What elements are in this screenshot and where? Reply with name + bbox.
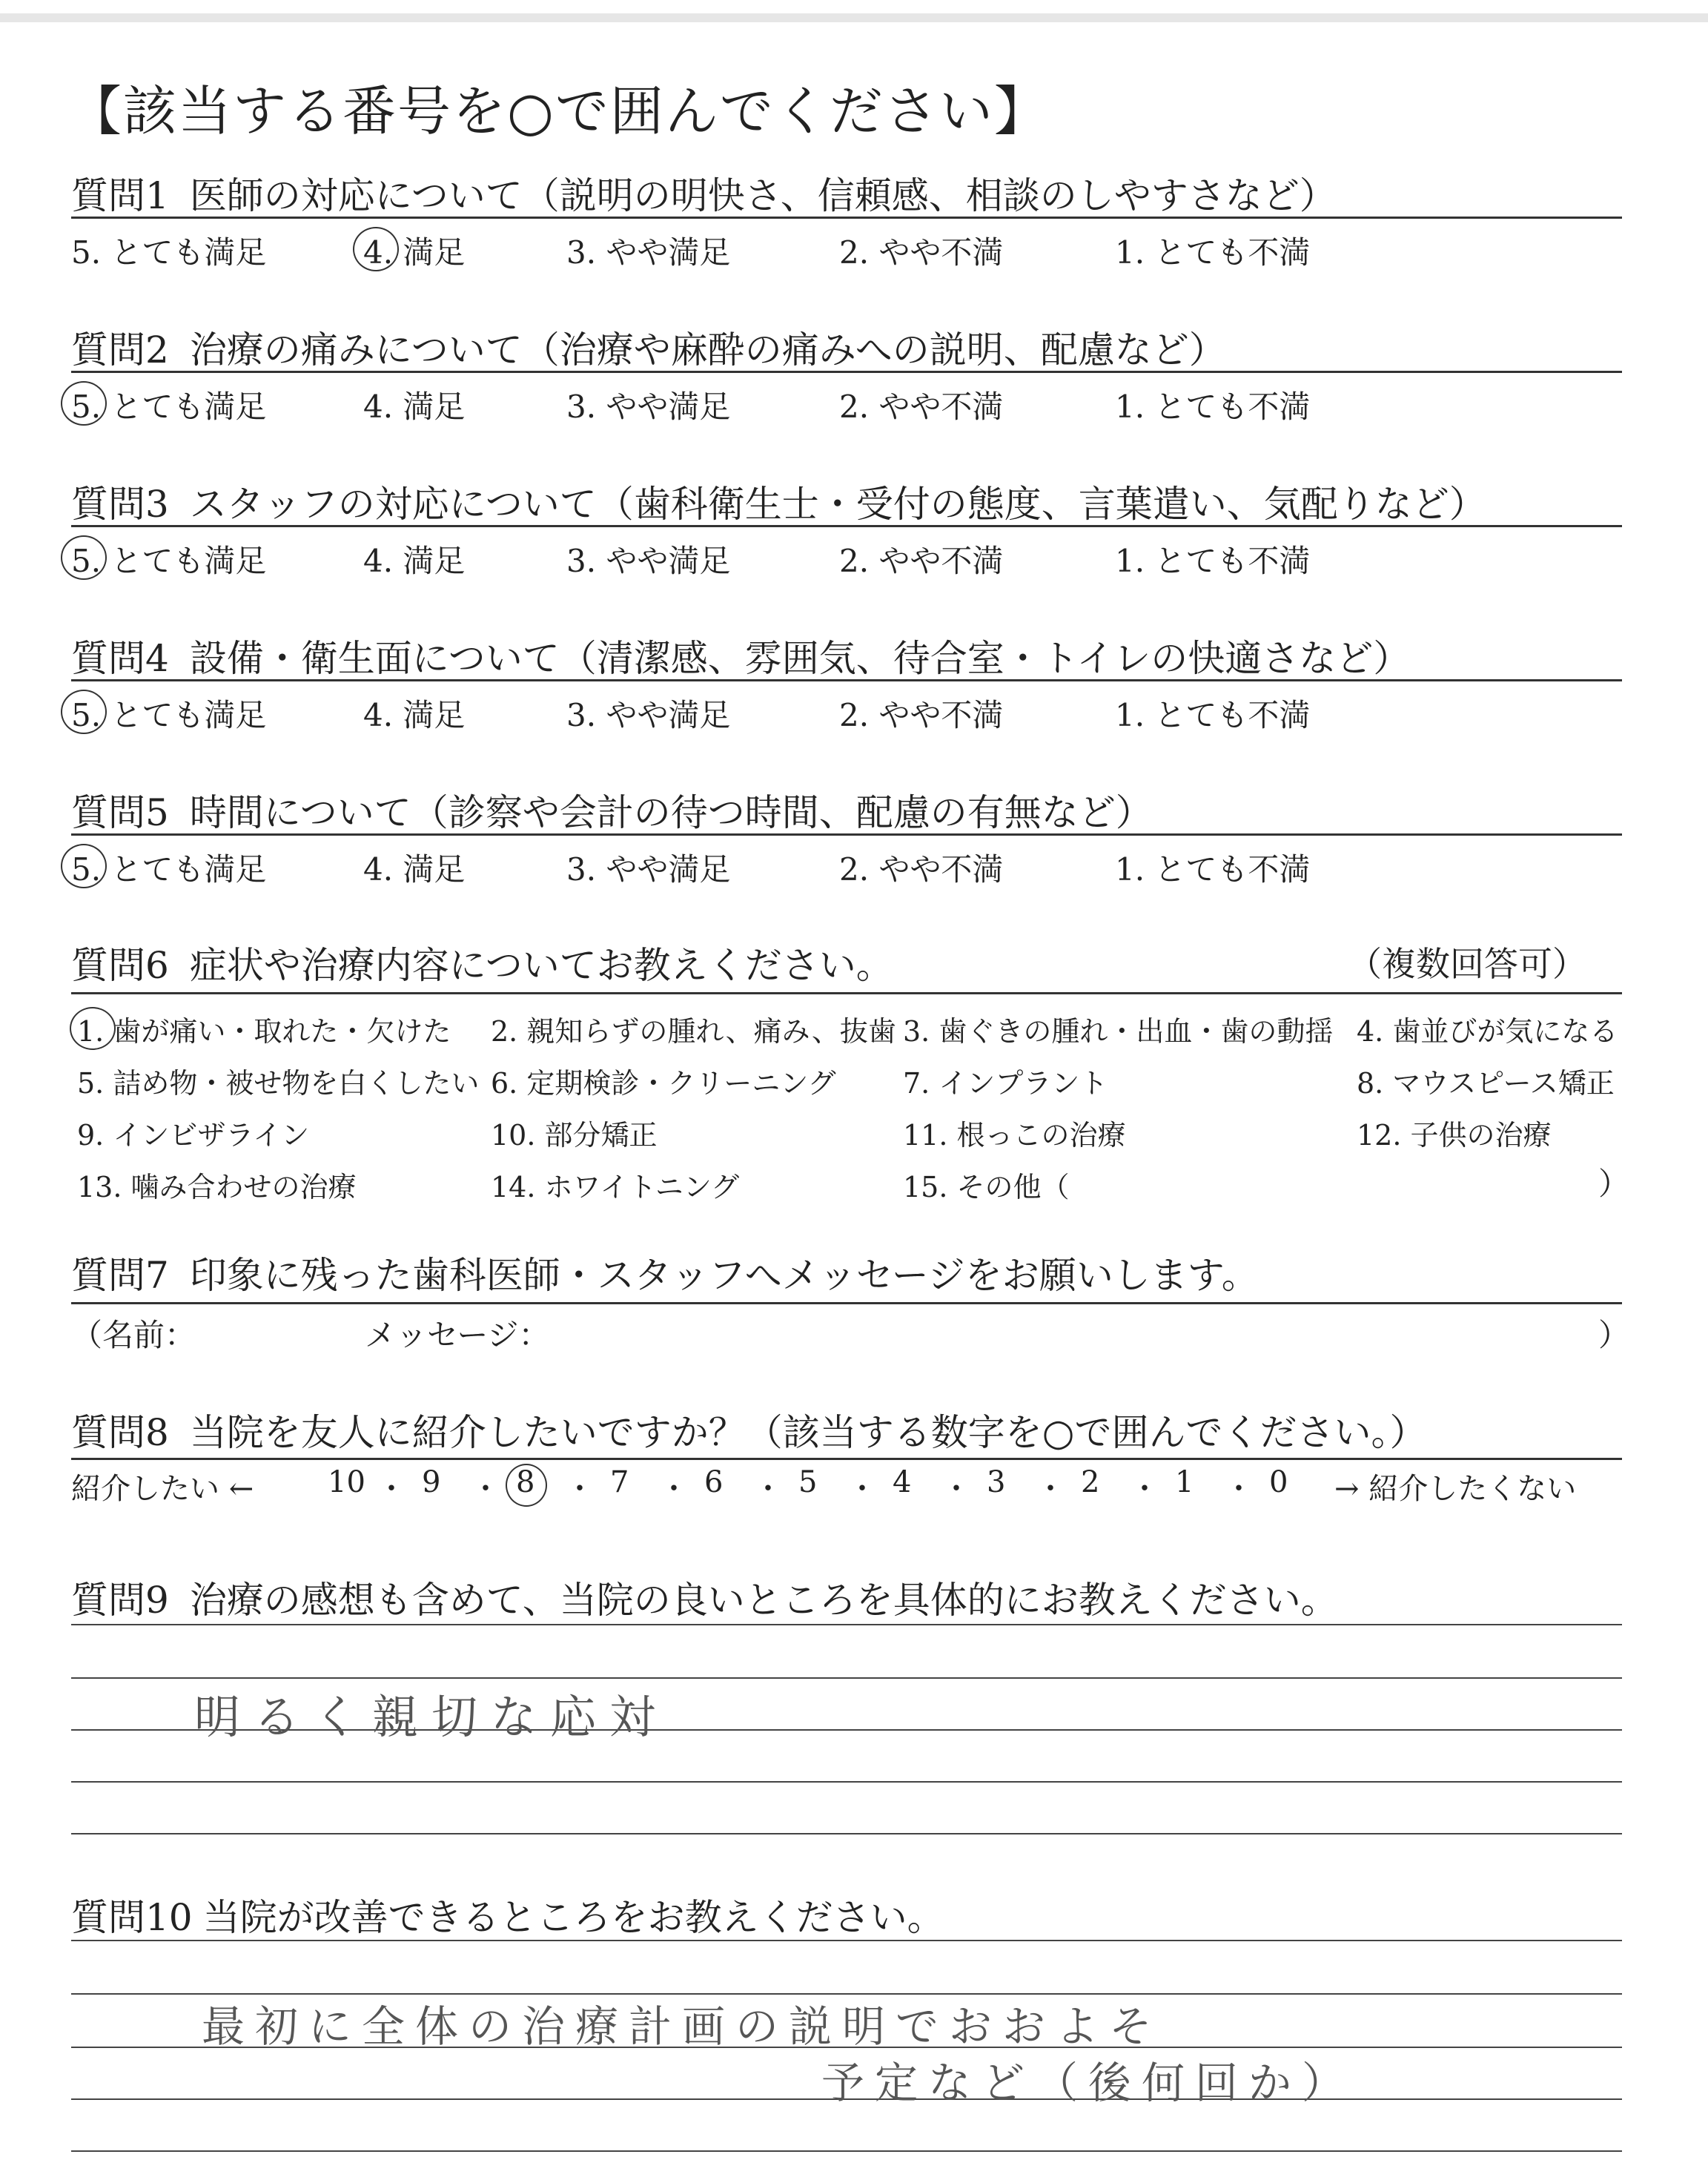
q7-number: 質問7 [71,1254,169,1297]
q1-rule [71,217,1622,219]
q8-scale-value[interactable]: 9 [422,1465,441,1499]
q5-rule [71,833,1622,836]
q8-scale-separator: ・ [941,1472,971,1506]
q2-selection-circle [61,381,107,426]
q1-option[interactable]: 1. とても不満 [1115,234,1311,271]
q8-selection-circle [506,1464,547,1507]
q1-option[interactable]: 5. とても満足 [71,234,267,271]
q1-text: 医師の対応について（説明の明快さ、信頼感、相談のしやすさなど） [189,174,1337,217]
q4-text: 設備・衛生面について（清潔感、雰囲気、待合室・トイレの快適さなど） [189,637,1411,680]
q7-name-label: （名前： [71,1317,196,1353]
q3-heading [71,475,1486,528]
q6-number: 質問6 [71,944,169,987]
q8-scale-separator: ・ [377,1472,406,1506]
q6-rule [71,992,1622,994]
q9-heading [71,1571,1338,1624]
q4-option[interactable]: 3. やや満足 [566,697,731,733]
q6-option[interactable]: 14. ホワイトニング [491,1171,740,1203]
q2-option[interactable]: 3. やや満足 [566,389,731,425]
q5-option[interactable]: 3. やや満足 [566,851,731,888]
q8-heading [71,1403,1426,1456]
q8-scale-value[interactable]: 7 [610,1465,629,1499]
q6-option[interactable]: 13. 噛み合わせの治療 [77,1171,357,1203]
q9-number: 質問9 [71,1579,169,1622]
q5-option[interactable]: 5. とても満足 [71,851,267,888]
q2-option[interactable]: 1. とても不満 [1115,389,1311,425]
q1-selection-circle [353,227,399,271]
q6-option[interactable]: 9. インビザライン [77,1119,310,1152]
q7-heading [71,1246,1259,1299]
q6-text: 症状や治療内容についてお教えください。 [189,944,893,987]
q8-scale-value[interactable]: 10 [328,1465,365,1499]
q3-option[interactable]: 4. 満足 [363,543,466,579]
q5-option[interactable]: 1. とても不満 [1115,851,1311,888]
q6-option[interactable]: 2. 親知らずの腫れ、痛み、抜歯 [491,1015,896,1048]
q6-option[interactable]: 4. 歯並びが気になる [1357,1015,1618,1048]
q3-text: スタッフの対応について（歯科衛生士・受付の態度、言葉遣い、気配りなど） [189,483,1486,526]
q8-scale-value[interactable]: 3 [987,1465,1006,1499]
q8-scale-value[interactable]: 8 [516,1465,535,1499]
q1-number: 質問1 [71,174,169,217]
q1-option[interactable]: 2. やや不満 [839,234,1004,271]
q4-heading [71,629,1410,682]
q5-option[interactable]: 2. やや不満 [839,851,1004,888]
q8-scale-separator: ・ [1036,1472,1065,1506]
q4-rule [71,679,1622,681]
q8-rule [71,1458,1622,1460]
q3-selection-circle [61,535,107,580]
q1-option[interactable]: 4. 満足 [363,234,466,271]
q7-text: 印象に残った歯科医師・スタッフへメッセージをお願いします。 [189,1254,1259,1297]
q6-option[interactable]: 15. その他（ [903,1171,1070,1203]
q10-number: 質問10 [71,1896,193,1939]
q1-option[interactable]: 3. やや満足 [566,234,731,271]
q10-handwritten-line1: 最初に全体の治療計画の説明でおおよそ [202,2001,1163,2052]
q6-note: （複数回答可） [1348,944,1586,984]
q10-heading [71,1888,944,1941]
q3-option[interactable]: 3. やや満足 [566,543,731,579]
q3-rule [71,525,1622,527]
q9-line [71,1677,1622,1679]
q1-heading [71,166,1337,219]
q10-handwritten-line2: 予定など（後何回か） [821,2058,1356,2108]
q8-scale-value[interactable]: 2 [1081,1465,1100,1499]
q6-option[interactable]: 1. 歯が痛い・取れた・欠けた [77,1015,451,1048]
q10-line [71,2150,1622,2152]
q7-rule [71,1302,1622,1304]
q6-option[interactable]: 12. 子供の治療 [1357,1119,1552,1152]
q5-number: 質問5 [71,791,169,834]
q2-number: 質問2 [71,328,169,371]
q6-option[interactable]: 3. 歯ぐきの腫れ・出血・歯の動揺 [903,1015,1334,1048]
q6-option[interactable]: 7. インプラント [903,1067,1108,1100]
q3-number: 質問3 [71,483,169,526]
scan-top-edge [0,13,1708,22]
q8-scale-value[interactable]: 0 [1269,1465,1288,1499]
q5-option[interactable]: 4. 満足 [363,851,466,888]
page-title: 【該当する番号を○で囲んでください】 [68,80,1049,142]
q8-scale-separator: ・ [847,1472,877,1506]
q3-option[interactable]: 1. とても不満 [1115,543,1311,579]
q9-line [71,1624,1622,1625]
q3-option[interactable]: 5. とても満足 [71,543,267,579]
q8-scale-separator: ・ [1130,1472,1159,1506]
q6-selection-circle [70,1007,116,1050]
q8-scale-value[interactable]: 4 [893,1465,912,1499]
q4-option[interactable]: 4. 満足 [363,697,466,733]
q8-scale-separator: ・ [753,1472,783,1506]
q2-rule [71,371,1622,373]
q9-line [71,1833,1622,1834]
q2-heading [71,320,1226,374]
q2-text: 治療の痛みについて（治療や麻酔の痛みへの説明、配慮など） [189,328,1226,371]
q4-number: 質問4 [71,637,169,680]
q9-text: 治療の感想も含めて、当院の良いところを具体的にお教えください。 [189,1579,1338,1622]
q6-option[interactable]: 10. 部分矯正 [491,1119,658,1152]
q8-scale-value[interactable]: 1 [1175,1465,1194,1499]
q2-option[interactable]: 2. やや不満 [839,389,1004,425]
q7-message-label: メッセージ： [365,1317,550,1353]
q8-scale-value[interactable]: 5 [798,1465,818,1499]
q6-option[interactable]: 11. 根っこの治療 [903,1119,1126,1152]
q7-close: ） [1598,1317,1630,1353]
q5-heading [71,783,1153,836]
q8-left-label: 紹介したい ← [71,1472,254,1506]
q4-option[interactable]: 2. やや不満 [839,697,1004,733]
q2-option[interactable]: 4. 満足 [363,389,466,425]
q6-option[interactable]: 8. マウスピース矯正 [1357,1067,1615,1100]
q8-text: 当院を友人に紹介したいですか？（該当する数字を○で囲んでください。） [189,1411,1427,1454]
q6-other-close: ） [1598,1166,1630,1202]
q8-scale-separator: ・ [471,1472,500,1506]
q6-option[interactable]: 6. 定期検診・クリーニング [491,1067,836,1100]
q4-option[interactable]: 1. とても不満 [1115,697,1311,733]
q10-line [71,1940,1622,1941]
q2-option[interactable]: 5. とても満足 [71,389,267,425]
q3-option[interactable]: 2. やや不満 [839,543,1004,579]
q4-option[interactable]: 5. とても満足 [71,697,267,733]
q8-scale-separator: ・ [659,1472,689,1506]
q8-right-label: → 紹介したくない [1334,1472,1577,1506]
q8-number: 質問8 [71,1411,169,1454]
q9-handwritten-answer: 明るく親切な応対 [194,1690,669,1744]
q5-text: 時間について（診察や会計の待つ時間、配慮の有無など） [189,791,1153,834]
q6-option[interactable]: 5. 詰め物・被せ物を白くしたい [77,1067,480,1100]
q5-selection-circle [61,844,107,888]
q4-selection-circle [61,690,107,734]
q8-scale-value[interactable]: 6 [704,1465,724,1499]
q8-scale-separator: ・ [565,1472,595,1506]
q10-text: 当院が改善できるところをお教えください。 [202,1896,944,1939]
q6-heading [71,936,893,989]
q8-scale-separator: ・ [1224,1472,1254,1506]
q9-line [71,1781,1622,1783]
